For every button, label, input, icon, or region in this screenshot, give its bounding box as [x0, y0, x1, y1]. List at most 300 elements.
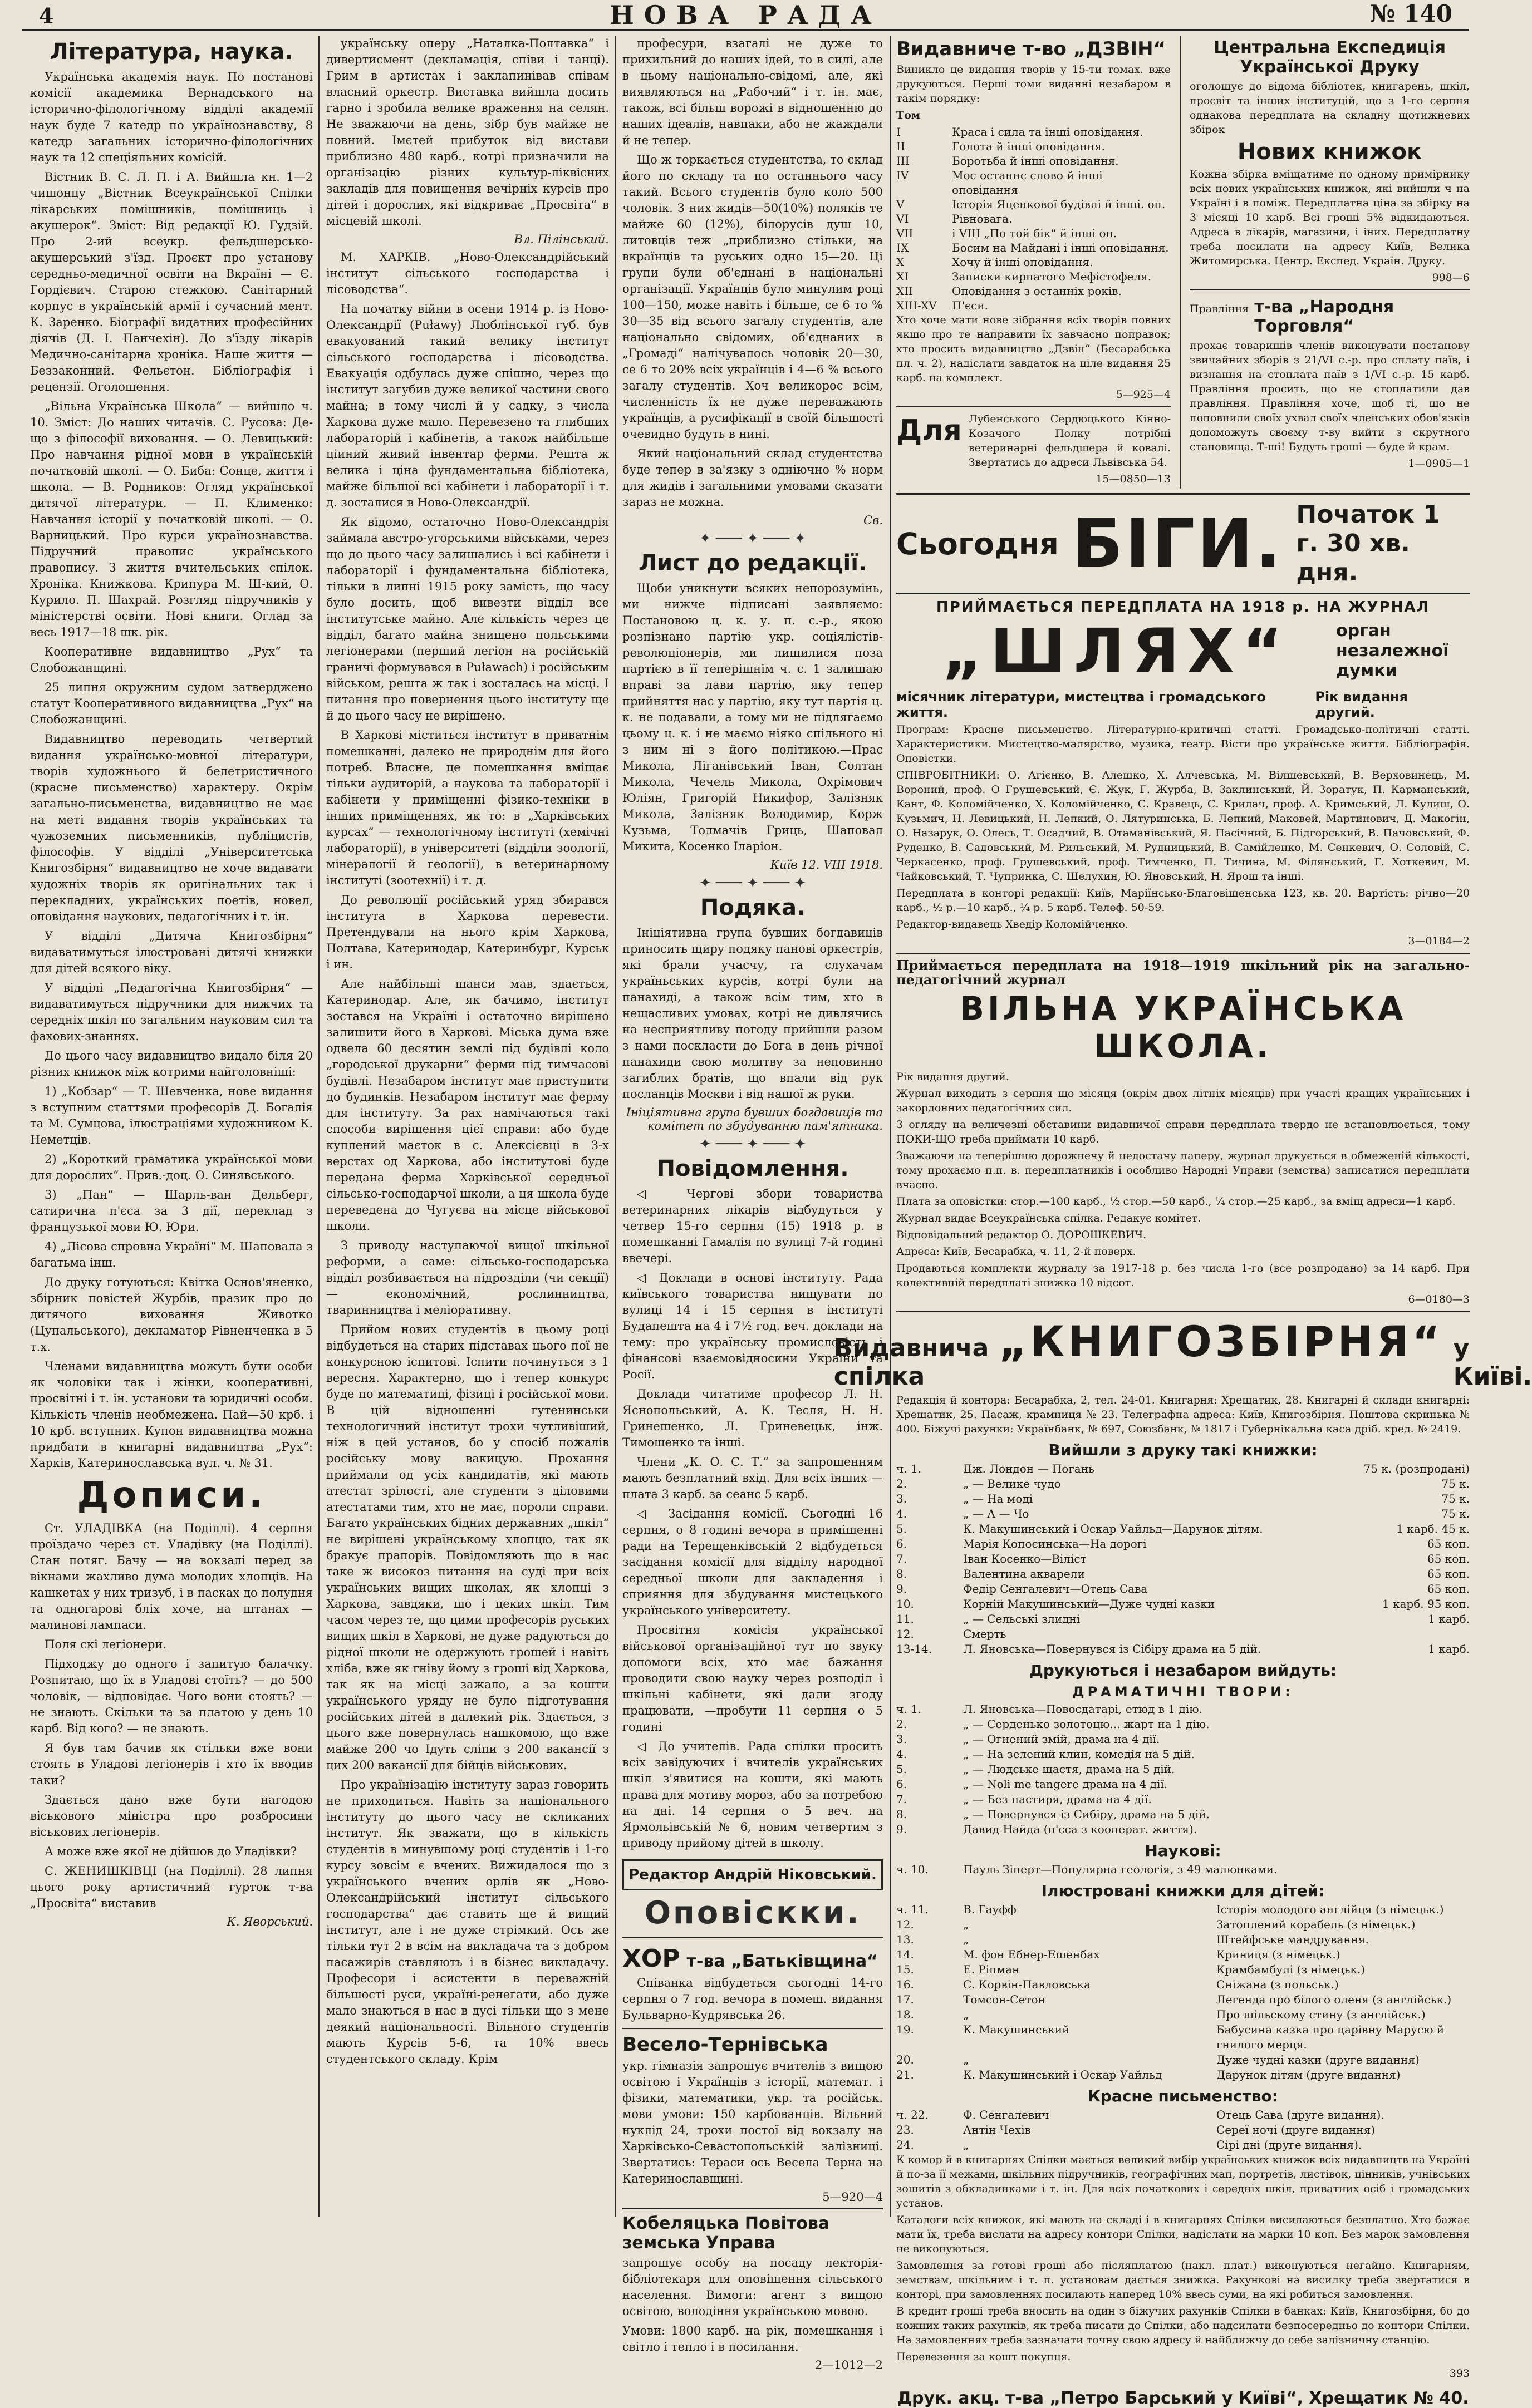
tom-item-n: I	[896, 125, 901, 139]
ad-vs-head: Приймається передплата на 1918—1919 шкільний рік на загально-педагогічний журнал	[896, 957, 1470, 988]
book-item-t: „ — Велике чудо	[963, 1477, 1061, 1490]
ad-code: 6—0180—3	[1408, 1293, 1470, 1306]
paragraph: Відповідальний редактор О. ДОРОШКЕВИЧ.	[896, 1229, 1147, 1241]
book-item	[896, 2107, 1470, 2123]
book-item-t: „	[963, 2008, 969, 2021]
paragraph: Прийом нових студентів в цьому році відбудеться на старих підставах цього пої не конкурсною іспитові. Іспити починуться з 1 вересня. Характерно, що і тепер конкурс буде по математиці, фізиці і російської мови. В цій відношенні гутенинськи технологичний інститут трохи чутливіший, ніж в цей установ, бо у спосіб пожалів російську мову вакицую. Прохання приймали од усіх кандидатів, які мають атестат зрілості, але студенти з діловими атестатами тим, хто не має, пороли справи. Багато українських бідних державних „шкіл“ не вирішені українському хлопцю, так як бракує прапорів. Повідомляють що в нас таке ж високоз питання на суді при всіх українських вищих школах, як хлопці з Харкова, завдяки, що і цеких шкіл. Тим часом через те, що цими професорів руських вищих шкіл в Харкові, не дуже радуються до рідної школи не одержують грошей і навіть хліба, вже як гніву йому з гроші від Харкова, так як на місці зажало, а за кошти українського уряду не було підготування російських дітей в далекий рік. Здається, з цього вже повернулась нашкомою, що вже майже 200 чо Ідуть сліпи з 200 вакансії з цих 200 вакансії для бійців військових.	[326, 1323, 609, 1772]
column-3	[622, 36, 883, 2375]
book-item-t: К. Макушинський	[963, 2023, 1070, 2036]
book-item-n: 5.	[896, 1522, 907, 1535]
book-item-n: ч. 1.	[896, 1702, 922, 1716]
book-item-n: 15.	[896, 1963, 914, 1976]
tom-item	[896, 139, 1171, 154]
podiaka-body	[622, 925, 883, 1102]
tom-item-t: Хочу й інші оповідання.	[952, 255, 1093, 269]
ad-races	[896, 493, 1470, 594]
book-item-n: ч. 22.	[896, 2108, 929, 2121]
editor-box: Редактор Андрій Ніковський.	[622, 1859, 883, 1890]
paragraph: 3) „Пан“ — Шарль-ван Дельберг, сатирична п'єса за 3 дії, переклад з французької мови Ю. Юри.	[30, 1188, 313, 1234]
tom-item-t: Босим на Майдані і інші оповідання.	[952, 241, 1169, 254]
paragraph: Доклади читатиме професор Л. Н. Яснопольський, А. К. Тесля, Н. Н. Гринешенко, Л. Гриневецьк, інж. Тимошенко та інші.	[622, 1387, 883, 1449]
ad-kob-title: Кобеляцька Повітова земська Управа	[622, 2214, 830, 2253]
tom-item-t: Рівновага.	[952, 212, 1013, 225]
book-item	[896, 1807, 1470, 1822]
book-item-t: Л. Яновська—Повернувся із Сібіру драма на 5 дій.	[963, 1642, 1261, 1656]
divider	[622, 1937, 883, 1938]
divider	[896, 406, 1171, 407]
book-item-x: Легенда про білого оленя (з англійськ.)	[1216, 1993, 1452, 2006]
paragraph: З огляду на величезні обставини видавничої справи передплата твердо не встановлюється, тому ПОКИ-ЩО треба приймати 10 карб.	[896, 1119, 1470, 1145]
ad-kn-kids-list	[896, 1902, 1470, 2082]
ad-dzvin-label: Том	[896, 109, 921, 121]
ad-code: 2—1012—2	[814, 2358, 883, 2372]
paragraph: 4) „Лісова спровна Україні“ М. Шаповала з багатьма інш.	[30, 1240, 313, 1269]
tom-item	[896, 284, 1171, 298]
tom-item-n: VI	[896, 212, 909, 225]
book-item-n: 2.	[896, 1477, 907, 1490]
book-item-t: „ — Серденько золотоцю... жарт на 1 дію.	[963, 1717, 1210, 1731]
book-item-n: 21.	[896, 2068, 914, 2081]
book-item-t: „ — Повернувся із Сибіру, драма на 5 дій.	[963, 1808, 1210, 1821]
book-item	[896, 1822, 1470, 1837]
paragraph: професури, взагалі не дуже то прихильний до наших ідей, то в силі, але в цьому національно-свідомі, але, які виявляються на „Рабочий“ і т. ін. має, також, всі більш ворожі в відношенню до наших ідеалів, навпаки, або не жаждали й не тепер.	[622, 37, 883, 147]
book-item-n: 14.	[896, 1948, 914, 1961]
ad-shliakh-program: Програм: Красне письменство. Літературно-критичні статті. Громадсько-політичні статті. Характеристики. Мистецтво-малярство, музика, театр. Вісти про українське життя. Бібліографія. Оповістки.	[896, 723, 1470, 765]
tom-item-n: XIII-XV	[896, 299, 937, 312]
book-item-t: Смерть	[963, 1627, 1006, 1641]
tom-item-t: Записки кирпатого Мефістофеля.	[952, 270, 1152, 283]
ad-knyhozbirnia-c: у Київі.	[1453, 1334, 1532, 1391]
column-rule	[890, 36, 891, 2217]
ad-knyhozbirnia-title	[833, 1317, 1532, 1391]
ad-code: 15—0850—13	[1096, 473, 1171, 485]
book-item-t: „ — Сельські злидні	[963, 1612, 1081, 1626]
book-item	[896, 1612, 1470, 1627]
paragraph: Ст. УЛАДІВКА (на Поділлі). 4 серпня проїздачо через ст. Уладівку (на Поділлі). Стан потяг. Бачу — на вокзалі перед за вікнами жахливо дума молодих хлопців. На кашкетах у них тризуб, і в пасках до полудня та одногарові бліх хоче, на штанах — малинові лампаси.	[30, 1521, 313, 1632]
book-item	[896, 1582, 1470, 1597]
book-item-p: 75 к.	[1441, 1507, 1470, 1520]
section-title-letter: Лист до редакції.	[638, 550, 867, 576]
book-item	[896, 1521, 1470, 1537]
povidomlennia-body	[622, 1186, 883, 1851]
book-item-n: 10.	[896, 1597, 914, 1611]
ad-races-time: Початок 1 г. 30 хв. дня.	[1296, 500, 1440, 587]
paragraph: Про українізацію інституту зараз говорить не приходиться. Навіть за національного інституту до цього часу не скликаних інститут. Як зважати, що в кількість студентів в минувшому році студентів і 1-го курсу зовсім є вчених. Вижидалося що з українського вчених орлів як „Ново-Олександрійський інститут сільського господарства“ дає ставить ще й вищий інститут, але і не дуже стрімкий. Ось же тільки тут 2 в всім на викладача та з добром пасажирів ставляють і в бізнес викладачу. Професори і асистенти в переважній більшості руси, україні-ренегати, або дуже мало знаються в нас в дусі тільки що з мене деякий національності. Вільного студентів мають Курсів 5-6, та 10% ввесь студентського складу. Крім	[326, 1778, 609, 2066]
book-item-x: Затоплений корабель (з німецьк.)	[1216, 1918, 1416, 1931]
book-item-n: 8.	[896, 1567, 907, 1580]
ad-khor-text: Співанка відбудеться сьогодні 14-го серпня о 7 год. вечора в помеш. видання Бульварно-Кудрявська 26.	[622, 1976, 883, 2022]
tom-item-t: Боротьба й інші оповідання.	[952, 154, 1119, 168]
book-item-n: ч. 11.	[896, 1903, 929, 1916]
book-item-p: 65 коп.	[1427, 1552, 1470, 1565]
book-item-t: „ — На моді	[963, 1492, 1033, 1505]
paragraph: Членами видавництва можуть бути особи як чоловіки так і жінки, кооперативні, просвітні і т. ін. установи та юридичні особи. Кількість членів необмежена. Пай—50 крб. і 10 крб. вступних. Купон видавництва можна придбати в книгарні видавництва „Рух“: Харків, Катеринославська вул. ч. № 31.	[30, 1360, 313, 1470]
book-item-n: 5.	[896, 1762, 907, 1776]
section-title-dopysy: Дописи.	[77, 1475, 266, 1516]
ad-central-title: Центральна Експедиція Української Друку	[1213, 38, 1446, 77]
newspaper-title: НОВА РАДА	[610, 0, 882, 30]
ad-narodnia-text: прохає товаришів членів виконувати постанову звичайних зборів з 21/VI с.-р. про сплату паїв, і визнання на стоплата паїв з 1/VI с.-р. 15 карб. Правління просить, що не стоплатили дав правління. Правління хоче, щоб ті, що не поповнили своїх ухвал своїх членських обов'язків допоможуть своєму т-ву вийти з скрутного становища. Т-ші! Будуть гроші — буде й крам.	[1190, 339, 1470, 453]
signature: Вл. Пілінський.	[514, 233, 609, 246]
book-item-p	[1358, 1627, 1470, 1642]
tom-item-n: IV	[896, 169, 909, 182]
tom-item	[896, 211, 1171, 226]
ad-vs-title: ВІЛЬНА УКРАЇНСЬКА ШКОЛА.	[959, 989, 1407, 1065]
book-item-p: 1 карб.	[1428, 1612, 1470, 1626]
ad-shliakh-side: орган незалежної думки	[1336, 621, 1449, 681]
book-item	[896, 1902, 1470, 1917]
ad-shliakh-year: Рік видання другий.	[1315, 689, 1408, 720]
paragraph: До цього часу видавництво видало біля 20 різних книжок між котрими найголовніші:	[30, 1049, 313, 1079]
paragraph: Але найбільші шанси мав, здається, Катеринодар. Але, як бачимо, інститут зостався на Україні і остаточно вирішено залишити його в Харкові. Міська дума вже одвела 60 десятин землі під будівлі коло „городської друкарни“ ферми під тимчасові будівлі. Незабаром інститут має приступити до будинків. Незабаром інститут має ферму для інституту. За рах намічаються такі способи вирішення цієї справи: або буде куплений маєток в с. Алексієвці в 3-х верстах од Харкова, або інститутові буде передана ферма Харківської середньої сільсько-господарчої школи, а ця школа буде переведена до Чугуєва на місце військової школи.	[326, 977, 609, 1233]
book-item-x: Сніжана (з польськ.)	[1216, 1978, 1339, 1991]
paragraph: Замовлення за готові гроші або післяплатою (накл. плат.) виконуються негайно. Книгарням, земствам, шкільним і т. п. установам дається знижка. Рахункові на висилку треба звертатися в конторі, при замовленнях посилають наперед 10% ввесь суми, на які робиться замовлення.	[896, 2259, 1470, 2301]
tom-item-t: П'єси.	[952, 299, 989, 312]
book-item-n: 4.	[896, 1507, 907, 1520]
book-item	[896, 1476, 1470, 1491]
paragraph: Вістник В. С. Л. П. і А. Вийшла кн. 1—2 чишонцу „Вістник Всеукраїнської Спілки лікарських помішників, помішниць і акушерок“. Зміст: Від редакції Ю. Гудзій. Про 2-ий всеукр. фельдшерсько-акушерський з'їзд. Проєкт про установу середньо-медичної освіти на Вкраїні — Є. Гордієвич. Старою стежкою. Санітарний корпус в українській армії і сучасний мент. К. Заренко. Біографії видатних професійних діячів (Д. І. Панчехін). До з'їзду лікарів Медично-санітарна хроніка. Наше життя — Беззаконний. Фельєтон. Бібліографія і рецензії. Оголошення.	[30, 170, 313, 393]
book-item-t: „ — Noli me tangere драма на 4 дії.	[963, 1777, 1168, 1791]
tom-item	[896, 154, 1171, 168]
book-item-x: Сереї ночі (друге видання)	[1216, 2123, 1376, 2136]
tom-item-n: V	[896, 198, 905, 211]
ad-code: 3—0184—2	[1408, 935, 1470, 947]
page-number-bottom: 393	[1449, 2367, 1470, 2380]
book-item-n: 2.	[896, 1717, 907, 1731]
book-item	[896, 1777, 1470, 1792]
ornament-divider: ✦ ─── ✦ ─── ✦	[699, 530, 807, 547]
signature: К. Яворський.	[227, 1915, 313, 1928]
tom-item-t: Голота й інші оповідання.	[952, 140, 1106, 153]
ad-novyh-title: Нових книжок	[1237, 139, 1422, 165]
book-item-t: Корній Макушинський—Дуже чудні казки	[963, 1597, 1215, 1611]
book-item-n: 3.	[896, 1492, 907, 1505]
column-1	[30, 36, 313, 1932]
book-item-n: 9.	[896, 1823, 907, 1836]
book-item	[896, 1792, 1470, 1807]
kharkiv-article-body	[326, 249, 609, 2067]
ad-kn-print-title: Друкуються і незабаром вийдуть:	[1029, 1661, 1337, 1680]
book-item	[896, 2067, 1470, 2082]
paragraph: Кооперативне видавництво „Рух“ та Слобожанщині.	[30, 645, 313, 674]
book-item-p: 75 к.	[1441, 1492, 1470, 1505]
ad-vs-year: Рік видання другий.	[896, 1071, 1009, 1083]
paragraph: Підходжу до одного і запитую балачку. Розпитаю, що їх в Уладові стоїть? — до 500 чоловік, — відповідає. Чого вони стоять? — не знають. Скільки та за платою у день 10 карб. Від кого? — не знають.	[30, 1657, 313, 1735]
paragraph: Зважаючи на теперішню дорожнечу й недостачу паперу, журнал друкується в обмеженій кількості, тому прохаємо п.п. в. передплатників і особливо Народні Управи (земства) записатися передплати вчасно.	[896, 1150, 1470, 1191]
book-item	[896, 1702, 1470, 1717]
book-item	[896, 1461, 1470, 1476]
tom-item	[896, 168, 1171, 197]
paragraph: У відділі „Педагогічна Книгозбірня“ — видаватимуться підручники для нижчих та середніх шкіл по загальним науковим сил та фахових-знаннях.	[30, 981, 313, 1043]
book-item-x: Дуже чудні казки (друге видання)	[1216, 2053, 1420, 2066]
book-item-n: 23.	[896, 2123, 914, 2136]
book-item-t: Дж. Лондон — Погань	[963, 1462, 1094, 1475]
paragraph: К комор й в книгарнях Спілки мається великий вибір українських книжок всіх видавництв на Україні й по-за її межами, шкільних підручників, географічних мап, портретів, листівок, цінників, учнівських зошитів з обкладинками і т. ін. Для всіх початкових і середніх шкіл, приватних осіб і громадських установ.	[896, 2154, 1470, 2209]
book-item-p: 1 карб.	[1428, 1642, 1470, 1656]
paragraph: Видавництво переводить четвертий видання українсько-мовної літератури, творів художнього й белетристичного (красне письменство) характеру. Окрім загально-письменства, видавництво не має на меті видання творів українських та чужоземних письменників, публіцистів, філософів. У відділі „Університетська Книгозбірня“ видавництво не хоче видавати художніх творів як оригінальних так і перекладних, українських поетів, новел, оповідання наукових, педагогічних і т. ін.	[30, 732, 313, 923]
book-item-n: 4.	[896, 1747, 907, 1761]
paragraph: М. ХАРКІВ. „Ново-Олександрійський інститут сільського господарства і лісоводства“.	[326, 250, 609, 296]
ad-code: 5—920—4	[822, 2190, 883, 2204]
book-item	[896, 2138, 1470, 2153]
ad-knyhozbirnia-info: Редакція й контора: Бесарабка, 2, тел. 24-01. Книгарня: Хрещатик, 28. Книгарні й склади книгарні: Хрещатик, 25. Пасаж, крамниця № 23. Телеграфна адреса: Київ, Книгозбірня. Поштова скринька № 400. Біжучі рахунки: Українбанк, № 697, Союзбанк, № 1817 і Губернікальна каса дріб. кред. № 2419.	[896, 1394, 1470, 1435]
paragraph: Українська академія наук. По постанові комісії академика Вернадського на історично-філологічному відділі академії наук буде 7 катедр по українознавству, 8 катедр загальних історично-філологічних наук та 12 спеціяльних комісій.	[30, 70, 313, 164]
book-item	[896, 2052, 1470, 2067]
ad-kn-kids-title: Ілюстровані книжки для дітей:	[1041, 1882, 1325, 1900]
tom-item-n: XI	[896, 270, 909, 283]
paragraph: Плата за оповістки: стор.—100 карб., ½ стор.—50 карб., ¼ стор.—25 карб., за вміщ адреси—1 карб.	[896, 1195, 1456, 1208]
book-item-n: 11.	[896, 1612, 914, 1626]
book-item-n: 6.	[896, 1537, 907, 1550]
tom-item	[896, 240, 1171, 255]
book-item	[896, 1932, 1470, 1947]
paragraph: Журнал виходить з серпня що місяця (окрім двох літніх місяців) при участі кращих українських і закордонних педагогічних сил.	[896, 1087, 1470, 1114]
book-item-t: „ — Без пастиря, драма на 4 дії.	[963, 1793, 1152, 1806]
paragraph: З приводу наступаючої вищої шкільної реформи, а саме: сільсько-господарська відділ розбивається на підрозділи (чи секції) — економічний, рослинництва, тваринництва і меліоративну.	[326, 1239, 609, 1317]
tom-item	[896, 197, 1171, 211]
book-item-n: 18.	[896, 2008, 914, 2021]
book-item-n: 17.	[896, 1993, 914, 2006]
ad-kn-belle-list	[896, 2107, 1470, 2153]
tom-item-n: VII	[896, 226, 914, 240]
column-rule	[1180, 36, 1181, 489]
book-item-x: Штейфське мандрування.	[1216, 1933, 1369, 1946]
article-body	[326, 36, 609, 229]
tom-item-t: Оповідання з останніх років.	[952, 284, 1122, 298]
book-item-n: 12.	[896, 1627, 914, 1641]
paragraph: На початку війни в осени 1914 р. із Ново-Олександрії (Puławy) Люблінської губ. був евакуований такий велику інститут сільського господарства і лісоводства. Евакуація одбулась дуже спішно, через що інститут загубив дуже великої частини свого майна; в тому числі й у садку, з числа Харкова дуже мало. Перевезено та глибших лабораторій і кабінетів, а також найбільше ціиний живий інвентар ферми. Решта ж велика і ціна фундаментальна бібліотека, майже більшої всі кабінети і лабораторії і т. д. зосталися в Ново-Олександрії.	[326, 302, 609, 509]
tom-item-t: Історія Яценкової будівлі й інші. оп.	[952, 198, 1166, 211]
book-item-t: „	[963, 2138, 969, 2151]
book-item	[896, 1977, 1470, 1992]
divider	[622, 2208, 883, 2209]
book-item-t: „	[963, 2053, 969, 2066]
book-item-x: Про шільскому стину (з англійськ.)	[1216, 2008, 1426, 2021]
paragraph: Щоби уникнути всяких непорозумінь, ми нижче підписані заявляємо: Постановою ц. к. у. п. с.-р., якою розпізнано партію укр. соціялістів-революціонерів, ми лишилися поза партією в її теперішнім ч. с. 1 залишаю вправі за лави партію, яку тепер прийняття нас у партію, яку тут партія ц. к. не подавали, а тому ми не підлягаємо цьому ц. к. і не маємо ніяко спільного ні з ним ні з його політикою.—Прас Микола, Ліганівський Іван, Солтан Микола, Чечель Микола, Охрімович Юліян, Григорій Никифор, Залізняк Микола, Залізняк Володимир, Корж Кузьма, Толмачів Гриць, Шаповал Микита, Косенко Іларіон.	[622, 582, 883, 853]
ad-novyh-text: Кожна збірка вміщатиме по одному примірнику всіх нових українських книжок, які вийшли ч на Україні і в поміж. Передплатна ціна за збірку на 3 місяці 10 карб. Всі гроші 5% відкидаються. Адреса в лікарів, магазини, і іних. Передплатну треба посилати на адресу Київ, Велика Житомирська. Центр. Експед. Україн. Друку.	[1190, 168, 1470, 267]
letter-date: Київ 12. VIII 1918.	[770, 858, 883, 871]
ad-dzvin-title: Видавниче т-во „ДЗВІН“	[896, 38, 1166, 60]
divider	[1190, 289, 1470, 290]
column-rule	[318, 36, 320, 2217]
book-item	[896, 1567, 1470, 1582]
book-item-x: Крамбамбулі (з німецьк.)	[1216, 1963, 1366, 1976]
book-item-t: „ — На зелений клин, комедія на 5 дій.	[963, 1747, 1195, 1761]
column-2	[326, 36, 609, 2071]
column-rule	[615, 36, 616, 2217]
paragraph: Журнал видає Всеукраїнська спілка. Редакує комітет.	[896, 1212, 1201, 1224]
ad-vs-body	[896, 1086, 1470, 1290]
paragraph: 25 липня окружним судом затверджено статут Кооперативного видавництва „Рух“ на Слобожанщині.	[30, 681, 313, 726]
book-item	[896, 1747, 1470, 1762]
literature-body	[30, 69, 313, 1471]
paragraph: 1) „Кобзар“ — Т. Шевченка, нове видання з вступним статтями професорів Д. Богалія та М. Сумцова, ілюстраціями художником К. Неметців.	[30, 1085, 313, 1146]
book-item-n: 13.	[896, 1933, 914, 1946]
paragraph: „Вільна Українська Школа“ — вийшло ч. 10. Зміст: До наших читачів. С. Русова: Де-що з філософії виховання. — О. Левицький: Про навчання рідної мови в українській початковій школі. — О. Биба: Сонце, життя і школа. — В. Родников: Огляд української дитячої літератури. — П. Клименко: Навчання історії у початковій школі. — О. Варницький. Про курси українознавства. Підручний правопис українського правопису. З життя вчительських спілок. Хроніка. Книжкова. Крипура М. Ш-кий, О. Курило. П. Шахрай. Розгляд підручників у міністерстві освіти. Нові книги. Оглад за весь 1917—18 шк. рік.	[30, 400, 313, 639]
book-item-t: Марія Копосинська—На дорогі	[963, 1537, 1147, 1550]
book-item-t: С. Корвін-Павловська	[963, 1978, 1091, 1991]
ad-kob-terms: Умови: 1800 карб. на рік, помешкання і світло і тепло і в посилання.	[622, 2324, 883, 2353]
ad-shliakh-title: „ШЛЯХ“	[942, 615, 1290, 687]
book-item-t: Е. Ріпман	[963, 1963, 1020, 1976]
book-item-t: К. Макушинський і Оскар Уайльд	[963, 2068, 1162, 2081]
book-item-t: Федір Сенгалевич—Отець Сава	[963, 1582, 1148, 1596]
tom-item	[896, 269, 1171, 284]
paragraph: 2) „Короткий граматика української мови для дорослих“. Прив.-доц. О. Синявського.	[30, 1153, 313, 1182]
paragraph: Що ж торкається студентства, то склад його по складу та по останнього часу такий. Всього студентів було коло 500 чоловік. З них жидів—50(10%) поляків те майже 60 (12%), білорусів душ 10, литовців теж „приблизно стільки, на вкраїнців та руських одно 15—20. Ці групи були об'єднані в національні організації. Українців було минулим році 100—150, може навіть і більше, се 6 то % 30—35 від всього загалу студентів, але національно свідомих, об'єднаних в „Громаді“ налічувалось чоловік 20—30, се 6 то 20% всіх українців і 4—6 % всього загалу студентів. Хоч великорос всім, численність їх не дуже переважають українців, а русифікації в своїй більшості очевидно будуть в нині.	[622, 153, 883, 441]
paragraph: В Харкові міститься інститут в приватнім помешканні, далеко не природнім для його потреб. Власне, це помешкання вміщає тільки аудиторій, а наукова та лабораторії і кабінети у приміщенні фізико-техніки в інших приміщеннях, як то: в „Харківських курсах“ — технологічному інституті (хемічні лабораторії), в університеті (відділи зоології, мінералогії й геології), в ветеринарному інституті (зоотехнії) і т. д.	[326, 728, 609, 887]
book-item-n: ч. 10.	[896, 1863, 929, 1876]
printer-imprint: Друк. акц. т-ва „Петро Барський у Київі“, Хрещатик № 40.	[897, 2389, 1469, 2408]
book-item-n: 24.	[896, 2138, 914, 2151]
book-item-n: 12.	[896, 1918, 914, 1931]
ad-kn-sci-list	[896, 1862, 1470, 1877]
book-item-x: Історія молодого англійця (з німецьк.)	[1216, 1903, 1444, 1916]
page-number: 4	[39, 3, 54, 28]
book-item-x: Дарунок дітям (друге видання)	[1216, 2068, 1401, 2081]
book-item-n: 16.	[896, 1978, 914, 1991]
book-item	[896, 1947, 1470, 1962]
paragraph: Я був там бачив як стільки вже вони стоять в Уладові легіонерів і хто їх вводив таки?	[30, 1741, 313, 1787]
book-item-t: „ — Огнений змій, драма на 4 дії.	[963, 1732, 1160, 1746]
signature: Ініціятивна група бувших богдавиців та комітет по збудуванню пам'ятника.	[626, 1106, 883, 1132]
paragraph: Продаються комплекти журналу за 1917-18 р. без числа 1-го (все розпродано) за 14 карб. При колективній передплаті знижка 10 відсот.	[896, 1262, 1470, 1289]
paragraph: Перевезення за кошт покупця.	[896, 2351, 1071, 2363]
book-item-p: 75 к. (розпродані)	[1363, 1462, 1470, 1475]
book-item	[896, 2007, 1470, 2022]
book-item	[896, 1862, 1470, 1877]
book-item-x: Отець Сава (друге видання).	[1216, 2108, 1384, 2121]
paragraph: українську оперу „Наталка-Полтавка“ і дивертисмент (декламація, співи і танці). Грим в артистах і заклапинівав співам власний оркестр. Виставка вийшла досить гарно і зробила велике враження на селян. Не зважаючи на день, зібр був майже не повний. Імєтей прибуток від вистави приблизно 480 карб., котрі призначили на організацію різних культур-ліквісних закладів для повищення вечірніх курсів про дітей і дорослих, які відкриває „Просвіта“ в місцевій школі.	[326, 37, 609, 228]
paragraph: Який національний склад студентства буде тепер в за'язку з одніючно % норм для жидів і загальними умовами сказати зараз не можна.	[622, 447, 883, 509]
ad-code: 998—6	[1432, 272, 1470, 284]
book-item-p: 65 коп.	[1427, 1567, 1470, 1580]
book-item-n: 8.	[896, 1808, 907, 1821]
issue-number: № 140	[1370, 0, 1452, 27]
ornament-divider: ✦ ─── ✦ ─── ✦	[699, 875, 807, 892]
book-item-n: 3.	[896, 1732, 907, 1746]
divider	[896, 1311, 1470, 1312]
ornament-divider: ✦ ─── ✦ ─── ✦	[699, 1136, 807, 1153]
paragraph: Каталоги всіх книжок, які мають на складі і в книгарнях Спілки висилаються безплатно. Хто бажає мати їх, треба вислати на адресу контори Спілки, надіслати на марки 10 коп. Без марок замовлення не виконуються.	[896, 2214, 1470, 2255]
book-item	[896, 1506, 1470, 1521]
tom-item-n: X	[896, 255, 905, 269]
ad-shliakh-head: ПРИЙМАЄТЬСЯ ПЕРЕДПЛАТА НА 1918 р. НА ЖУРНАЛ	[936, 599, 1430, 615]
book-item-n: 7.	[896, 1552, 907, 1565]
book-item-t: Валентина акварели	[963, 1567, 1085, 1580]
tom-item-t: Краса і сила та інші оповідання.	[952, 125, 1143, 139]
paragraph: Поля скі легіонери.	[45, 1638, 167, 1651]
ad-code: 1—0905—1	[1408, 457, 1470, 470]
book-item-t: „	[963, 1918, 969, 1931]
book-item	[896, 1732, 1470, 1747]
ad-shliakh-authors: СПІВРОБІТНИКИ: О. Агієнко, В. Алешко, Х. Алчевська, М. Вілшевський, В. Верховинець, М. Вороний, проф. О Грушевський, Є. Жук, Г. Журба, В. Заклинський, Й. Зоратук, П. Карманський, Кант, Ф. Коломійченко, Х. Коломійченко, С. Кравець, С. Крилач, проф. А. Кримський, Л. Кулиш, О. Кузьмич, Н. Левицький, Н. Лепкий, О. Лятуринська, Б. Лепкий, Маковей, Мартинович, Д. Макогін, О. Назарук, О. Олесь, Т. Осадчий, В. Отаманівський, Я. Пасічний, Б. Підгорський, В. Пачовський, Ф. Руденко, В. Садовський, М. Рильський, М. Рудницький, В. Самійленко, М. Сенкевич, О. Соловій, С. Черкасенко, проф. Грушевський, проф. Тимченко, П. Тичина, М. Філянський, Г. Хоткевич, М. Чайковський, Т. Чупринка, С. Шелухин, Ю. Яновський, Н. Ярош та інші.	[896, 769, 1470, 883]
book-item-n: 20.	[896, 2053, 914, 2066]
book-item	[896, 1642, 1470, 1657]
book-item-t: Ф. Сенгалевич	[963, 2108, 1049, 2121]
book-item	[896, 1962, 1470, 1977]
paragraph: ◁ До учителів. Рада спілки просить всіх завідуючих і вчителів українських шкіл з'явитися на кошти, які мають права для мотиву мороз, або за потребою на дні. 14 серпня о 5 веч. на Ярмольівській № 6, новим четвертим з приводу прийому дітей в школу.	[622, 1740, 883, 1850]
book-item	[896, 1491, 1470, 1506]
paragraph: Як відомо, остаточно Ново-Олександрія займала австро-угорськими військами, через що до цього часу залишались і всі кабінети і лабораторії і фундаментальна бібліотека, тільки в липні 1915 року замість, що часу було досить, щоб вивезти відділ все інститутське майно. Але кількість через це відділ, багато майна знищено польськими легіонерами (перший легіон на російській граничі формувався в Puławach) і російським військом, решта ж так і зосталась на місці. І питання про повернення цього інституту ще й до цього часу не вирішено.	[326, 515, 609, 722]
book-item-t: Антін Чехів	[963, 2123, 1031, 2136]
book-item-t: В. Гауфф	[963, 1903, 1017, 1916]
article-body	[622, 36, 883, 510]
book-item	[896, 1552, 1470, 1567]
section-title-ads: Оповіскки.	[644, 1895, 861, 1931]
ad-kob-text: запрошує особу на посаду лекторія-бібліотекаря для оповіщення сільського населення. Вимоги: агент з вищою освітою, володіння українською мовою.	[622, 2256, 883, 2318]
paragraph: До друку готуються: Квітка Основ'яненко, збірник повістей Журбів, празик про до дитячого виховання Животко (Цупальського), декламатор Рівненченка в 5 т.х.	[30, 1276, 313, 1353]
paragraph: Ініціятивна група бувших богдавиців приносить щиру подяку панові оркестрів, які брали учасчу, та слухачам україньських курсів, котрі були на панахиді, а також всім тим, хто в нещасливих умовах, котрі не дивлячись на несприятливу погоду прийшли разом з нами поскласти до Бога в день річної панахиди свою молитву за неповинно загиблих братів, що впали від рук посланців Москви і від нашої ж руки.	[622, 926, 883, 1101]
ad-vt-text: укр. гімназія запрошує вчителів з вищою освітою і Українців з історії, математ. і фізики, математики, укр. та російськ. мови умови: 150 карбованців. Вільний нуклід 24, трохи постої від вокзалу на Харківсько-Севастопольській залізниці. Звертатись: Тераси ось Весела Терна на Катеринославщині.	[622, 2059, 883, 2185]
book-item-t: „ — Людське щастя, драма на 5 дій.	[963, 1762, 1175, 1776]
book-item	[896, 1627, 1470, 1642]
book-item	[896, 2123, 1470, 2138]
ad-dlia-text: Лубенського Сердюцького Кінно-Козачого Полку потрібні ветеринарні фельдшера й ковалі. Звертатись до адреси Львівська 54.	[968, 413, 1171, 469]
tom-item	[896, 298, 1171, 313]
ad-kn-out-list	[896, 1461, 1470, 1657]
masthead	[22, 0, 1469, 31]
book-item-n: 7.	[896, 1793, 907, 1806]
book-item-p: 65 коп.	[1427, 1582, 1470, 1596]
paragraph: А може вже якої не дійшов до Уладівки?	[45, 1845, 297, 1858]
tom-item-n: XII	[896, 284, 914, 298]
paragraph: С. ЖЕНИШКІВЦІ (на Поділлі). 28 липня цього року артистичний гурток т-ва „Просвіта“ виставив	[30, 1864, 313, 1910]
book-item	[896, 1917, 1470, 1932]
tom-item-t: Моє останнє слово й інші оповідання	[952, 169, 1103, 196]
book-item-t: К. Макушинський і Оскар Уайльд—Дарунок дітям.	[963, 1522, 1263, 1535]
ad-kn-drama-list	[896, 1702, 1470, 1837]
book-item-n: 13-14.	[896, 1642, 932, 1656]
book-item-p: 75 к.	[1441, 1477, 1470, 1490]
book-item	[896, 1717, 1470, 1732]
book-item-t: Л. Яновська—Повоєдатарі, етюд в 1 дію.	[963, 1702, 1202, 1716]
ad-kn-drama-title: ДРАМАТИЧНІ ТВОРИ:	[1072, 1684, 1294, 1700]
book-item	[896, 2022, 1470, 2052]
book-item	[896, 1597, 1470, 1612]
paragraph: ◁ Чергові збори товариства ветеринарних лікарів відбудуться у четвер 15-го серпня (15) 1918 р. в помешканні Гамалія по вулиці 7-й годині ввечері.	[622, 1187, 883, 1265]
book-item-t: Томсон-Сетон	[963, 1993, 1045, 2006]
ad-races-today: Сьогодня	[896, 526, 1059, 562]
paragraph: Члени „К. О. С. Т.“ за запрошенням мають безплатний вхід. Для всіх інших — плата 3 карб. за сеанс 5 карб.	[622, 1455, 883, 1501]
ad-shliakh-sub: місячник літератури, мистецтва і громадського життя.	[896, 689, 1266, 720]
book-item-n: 19.	[896, 2023, 914, 2036]
tom-item-n: III	[896, 154, 910, 168]
tom-item	[896, 226, 1171, 240]
ad-dzvin-footer: Хто хоче мати нове зібрання всіх творів повних якщо про те направити їх завчасно поправок; хто просить видавництво „Дзвін“ (Бесарабська пл. ч. 2), надіслати завдаток на ціле видання 25 карб. на комплект.	[896, 314, 1171, 384]
tom-item	[896, 125, 1171, 139]
book-item	[896, 1762, 1470, 1777]
ad-knyhozbirnia-b: „КНИГОЗБІРНЯ“	[999, 1317, 1443, 1366]
ad-central-text: оголошує до відома бібліотек, книгарень, шкіл, просвіт та інших інституцій, що з 1-го серпня однакова передплата на складну щотижневих збірок	[1190, 80, 1470, 136]
book-item-t: Пауль Зіперт—Популярна геологія, з 49 малюнками.	[963, 1863, 1278, 1876]
ad-vt-title: Весело-Тернівська	[622, 2033, 828, 2056]
ad-kn-sci-title: Наукові:	[1145, 1841, 1221, 1860]
paragraph: Адреса: Київ, Бесарабка, ч. 11, 2-й поверх.	[896, 1245, 1136, 1258]
book-item	[896, 1537, 1470, 1552]
ad-shliakh-contact: Передплата в конторі редакції: Київ, Маріїнсько-Благовіщенська 123, кв. 20. Вартість: річно—20 карб., ½ р.—10 карб., ¼ р. 5 карб. Телеф. 50-59.	[896, 887, 1470, 914]
ad-code: 5—925—4	[1116, 388, 1171, 401]
book-item	[896, 1992, 1470, 2007]
book-item-x: Бабусина казка про царівну Марусю й гнилого мерця.	[1216, 2023, 1445, 2051]
paragraph: В кредит гроші треба вносить на один з біжучих рахунків Спілки в банках: Київ, Книгозбірня, бо до кожних таких рахунків, як треба писати до Спілки, або надсилати безпосередньо до контори Спілки. На замовленнях треба зазначати точну свою адресу й найближчу до себе залізничну станцію.	[896, 2305, 1470, 2346]
book-item-t: М. фон Ебнер-Ешенбах	[963, 1948, 1100, 1961]
section-title-podiaka: Подяка.	[700, 895, 806, 920]
book-item-t: „	[963, 1933, 969, 1946]
tom-item	[896, 255, 1171, 269]
letter-body	[622, 580, 883, 855]
book-item-x: Сірі дні (друге видання).	[1216, 2138, 1362, 2151]
